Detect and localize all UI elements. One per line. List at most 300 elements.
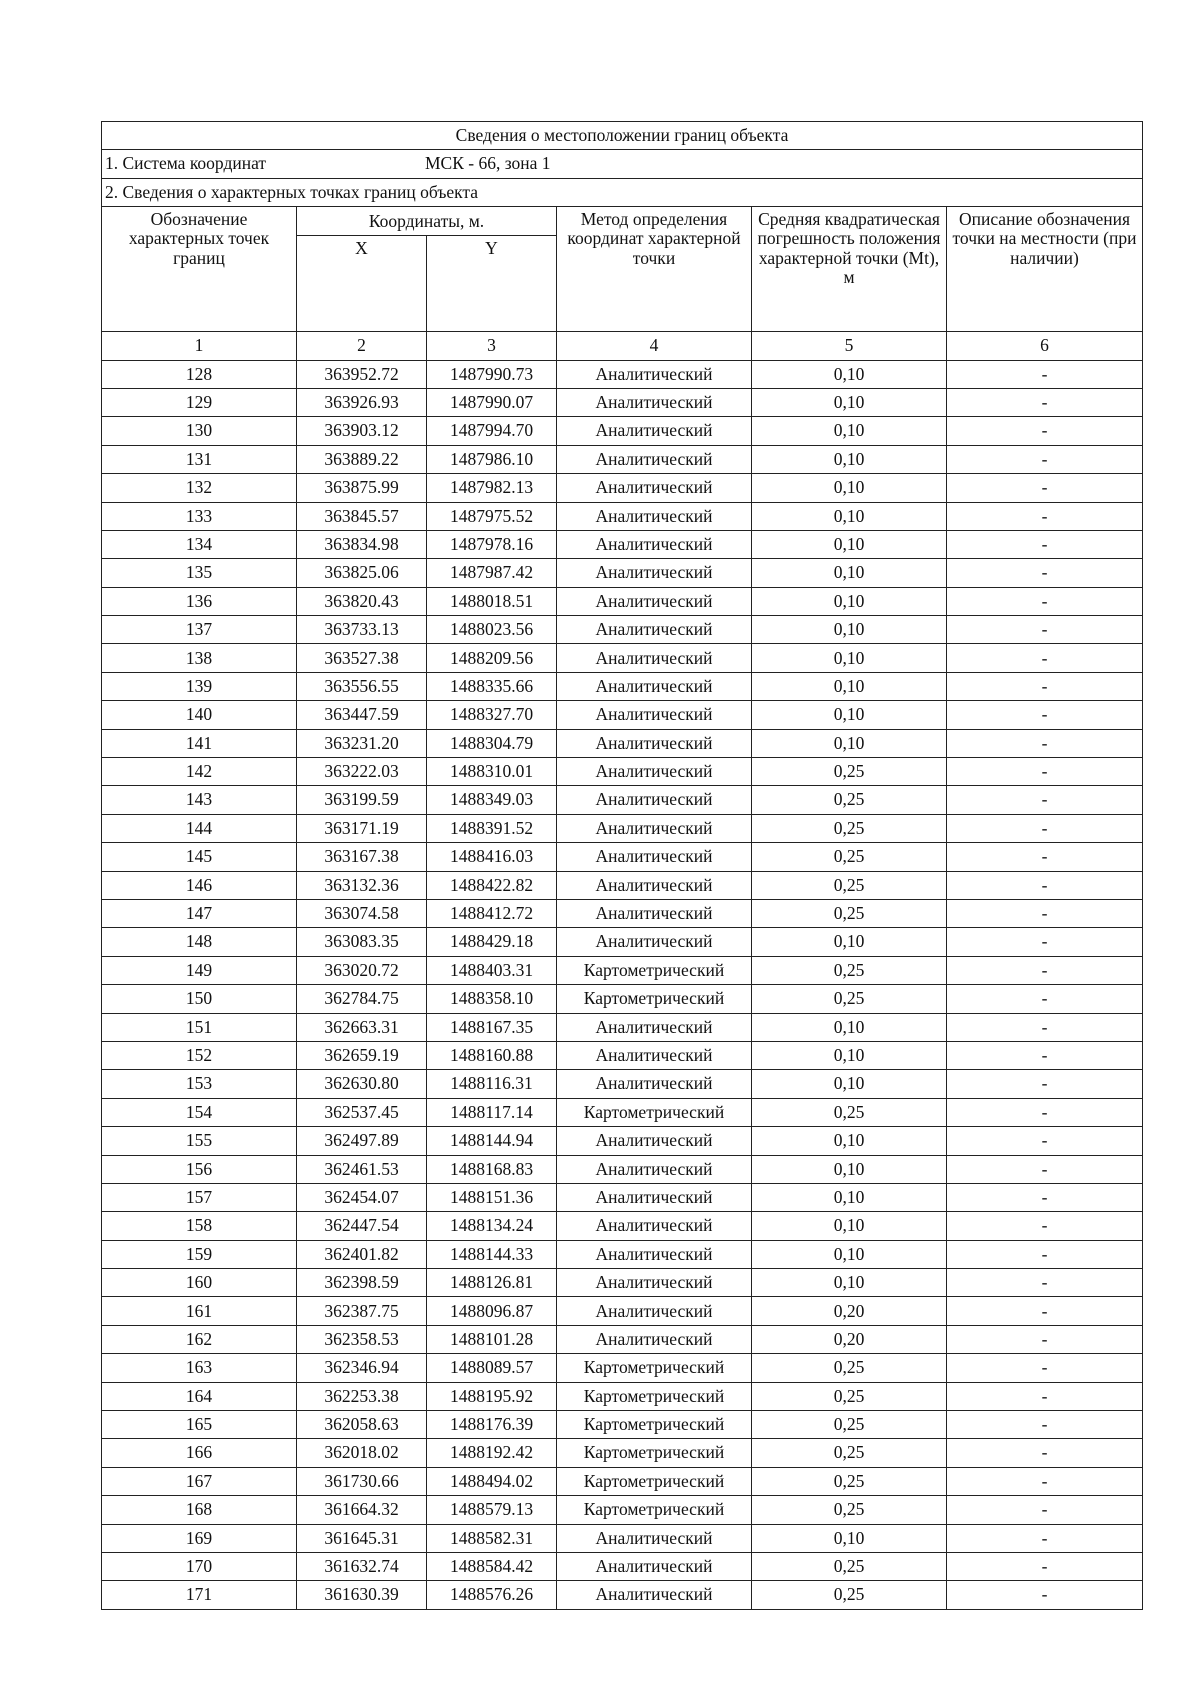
coord-x: 363167.38 bbox=[297, 843, 427, 871]
table-row bbox=[102, 1269, 1143, 1297]
table-row bbox=[102, 1183, 1143, 1211]
coord-x: 361645.31 bbox=[297, 1524, 427, 1552]
method: Аналитический bbox=[557, 758, 752, 786]
coord-y: 1488167.35 bbox=[427, 1013, 557, 1041]
point-number: 129 bbox=[102, 388, 297, 416]
description: - bbox=[947, 445, 1143, 473]
coord-x: 362358.53 bbox=[297, 1325, 427, 1353]
coord-x: 363952.72 bbox=[297, 360, 427, 388]
description: - bbox=[947, 1127, 1143, 1155]
description: - bbox=[947, 644, 1143, 672]
method: Аналитический bbox=[557, 729, 752, 757]
method: Аналитический bbox=[557, 1297, 752, 1325]
point-number: 168 bbox=[102, 1496, 297, 1524]
boundary-points-table bbox=[101, 121, 1143, 1610]
point-number: 170 bbox=[102, 1552, 297, 1580]
description: - bbox=[947, 616, 1143, 644]
coord-y: 1488018.51 bbox=[427, 587, 557, 615]
point-number: 150 bbox=[102, 985, 297, 1013]
table-row bbox=[102, 729, 1143, 757]
accuracy: 0,10 bbox=[752, 928, 947, 956]
description: - bbox=[947, 1269, 1143, 1297]
coord-x: 362663.31 bbox=[297, 1013, 427, 1041]
method: Аналитический bbox=[557, 1269, 752, 1297]
accuracy: 0,10 bbox=[752, 1013, 947, 1041]
table-row bbox=[102, 360, 1143, 388]
table-row bbox=[102, 843, 1143, 871]
description: - bbox=[947, 899, 1143, 927]
description: - bbox=[947, 1581, 1143, 1609]
coord-x: 363820.43 bbox=[297, 587, 427, 615]
table-row bbox=[102, 1041, 1143, 1069]
coord-y: 1488176.39 bbox=[427, 1411, 557, 1439]
coord-y: 1488168.83 bbox=[427, 1155, 557, 1183]
point-number: 153 bbox=[102, 1070, 297, 1098]
coord-x: 362497.89 bbox=[297, 1127, 427, 1155]
header-row-1 bbox=[102, 207, 1143, 236]
point-number: 161 bbox=[102, 1297, 297, 1325]
coord-x: 363171.19 bbox=[297, 814, 427, 842]
coord-y: 1488192.42 bbox=[427, 1439, 557, 1467]
table-row bbox=[102, 1467, 1143, 1495]
accuracy: 0,25 bbox=[752, 1354, 947, 1382]
coord-y: 1488422.82 bbox=[427, 871, 557, 899]
coord-y: 1488416.03 bbox=[427, 843, 557, 871]
coord-y: 1487990.73 bbox=[427, 360, 557, 388]
description: - bbox=[947, 559, 1143, 587]
accuracy: 0,10 bbox=[752, 502, 947, 530]
table-row bbox=[102, 1297, 1143, 1325]
method: Картометрический bbox=[557, 956, 752, 984]
description: - bbox=[947, 587, 1143, 615]
method: Аналитический bbox=[557, 814, 752, 842]
accuracy: 0,25 bbox=[752, 758, 947, 786]
point-number: 138 bbox=[102, 644, 297, 672]
coord-x: 363845.57 bbox=[297, 502, 427, 530]
description: - bbox=[947, 474, 1143, 502]
accuracy: 0,10 bbox=[752, 1183, 947, 1211]
accuracy: 0,10 bbox=[752, 1269, 947, 1297]
coord-x: 362659.19 bbox=[297, 1041, 427, 1069]
accuracy: 0,25 bbox=[752, 1098, 947, 1126]
accuracy: 0,10 bbox=[752, 559, 947, 587]
accuracy: 0,10 bbox=[752, 672, 947, 700]
table-row bbox=[102, 1496, 1143, 1524]
point-number: 148 bbox=[102, 928, 297, 956]
accuracy: 0,10 bbox=[752, 587, 947, 615]
coord-x: 363926.93 bbox=[297, 388, 427, 416]
description: - bbox=[947, 1411, 1143, 1439]
accuracy: 0,25 bbox=[752, 1496, 947, 1524]
accuracy: 0,10 bbox=[752, 729, 947, 757]
point-number: 149 bbox=[102, 956, 297, 984]
accuracy: 0,10 bbox=[752, 644, 947, 672]
method: Аналитический bbox=[557, 1240, 752, 1268]
method: Аналитический bbox=[557, 1552, 752, 1580]
coord-y: 1488310.01 bbox=[427, 758, 557, 786]
coord-x: 362346.94 bbox=[297, 1354, 427, 1382]
method: Аналитический bbox=[557, 388, 752, 416]
description: - bbox=[947, 1467, 1143, 1495]
coord-x: 362537.45 bbox=[297, 1098, 427, 1126]
table-row bbox=[102, 956, 1143, 984]
coord-x: 363834.98 bbox=[297, 530, 427, 558]
description: - bbox=[947, 1439, 1143, 1467]
description: - bbox=[947, 672, 1143, 700]
coord-x: 363199.59 bbox=[297, 786, 427, 814]
table-row bbox=[102, 1354, 1143, 1382]
accuracy: 0,10 bbox=[752, 474, 947, 502]
coord-x: 361664.32 bbox=[297, 1496, 427, 1524]
coord-x: 363231.20 bbox=[297, 729, 427, 757]
coord-x: 363875.99 bbox=[297, 474, 427, 502]
coord-system-row bbox=[102, 150, 1143, 178]
accuracy: 0,10 bbox=[752, 1070, 947, 1098]
table-row bbox=[102, 899, 1143, 927]
table-row bbox=[102, 559, 1143, 587]
accuracy: 0,10 bbox=[752, 616, 947, 644]
table-row bbox=[102, 616, 1143, 644]
description: - bbox=[947, 814, 1143, 842]
point-number: 139 bbox=[102, 672, 297, 700]
accuracy: 0,10 bbox=[752, 1127, 947, 1155]
coord-y: 1488304.79 bbox=[427, 729, 557, 757]
table-row bbox=[102, 388, 1143, 416]
table-row bbox=[102, 1524, 1143, 1552]
method: Аналитический bbox=[557, 616, 752, 644]
description: - bbox=[947, 1098, 1143, 1126]
header-designation: Обозначение характерных точек границ bbox=[102, 207, 297, 332]
point-number: 157 bbox=[102, 1183, 297, 1211]
description: - bbox=[947, 530, 1143, 558]
coord-x: 362387.75 bbox=[297, 1297, 427, 1325]
table-row bbox=[102, 1581, 1143, 1609]
coord-x: 362630.80 bbox=[297, 1070, 427, 1098]
description: - bbox=[947, 1325, 1143, 1353]
accuracy: 0,20 bbox=[752, 1325, 947, 1353]
coord-y: 1488403.31 bbox=[427, 956, 557, 984]
accuracy: 0,25 bbox=[752, 1467, 947, 1495]
section2-title: 2. Сведения о характерных точках границ объекта bbox=[102, 178, 1143, 206]
coord-x: 362253.38 bbox=[297, 1382, 427, 1410]
point-number: 134 bbox=[102, 530, 297, 558]
coord-x: 363083.35 bbox=[297, 928, 427, 956]
method: Картометрический bbox=[557, 1467, 752, 1495]
header-x: X bbox=[297, 236, 427, 332]
coord-y: 1488151.36 bbox=[427, 1183, 557, 1211]
coord-y: 1488579.13 bbox=[427, 1496, 557, 1524]
point-number: 152 bbox=[102, 1041, 297, 1069]
accuracy: 0,10 bbox=[752, 388, 947, 416]
method: Аналитический bbox=[557, 1524, 752, 1552]
method: Аналитический bbox=[557, 474, 752, 502]
header-accuracy: Средняя квадратическая погрешность положения характерной точки (Mt), м bbox=[752, 207, 947, 332]
point-number: 167 bbox=[102, 1467, 297, 1495]
description: - bbox=[947, 786, 1143, 814]
description: - bbox=[947, 502, 1143, 530]
table-row bbox=[102, 1382, 1143, 1410]
table-row bbox=[102, 672, 1143, 700]
point-number: 142 bbox=[102, 758, 297, 786]
coord-y: 1488576.26 bbox=[427, 1581, 557, 1609]
coord-x: 362401.82 bbox=[297, 1240, 427, 1268]
table-row bbox=[102, 871, 1143, 899]
coord-y: 1488160.88 bbox=[427, 1041, 557, 1069]
table-row bbox=[102, 1411, 1143, 1439]
coord-x: 363889.22 bbox=[297, 445, 427, 473]
method: Аналитический bbox=[557, 899, 752, 927]
point-number: 130 bbox=[102, 417, 297, 445]
method: Аналитический bbox=[557, 1581, 752, 1609]
accuracy: 0,25 bbox=[752, 843, 947, 871]
coord-y: 1488391.52 bbox=[427, 814, 557, 842]
coord-y: 1487978.16 bbox=[427, 530, 557, 558]
coord-x: 362447.54 bbox=[297, 1212, 427, 1240]
accuracy: 0,25 bbox=[752, 871, 947, 899]
point-number: 162 bbox=[102, 1325, 297, 1353]
point-number: 160 bbox=[102, 1269, 297, 1297]
table-row bbox=[102, 587, 1143, 615]
description: - bbox=[947, 758, 1143, 786]
coord-x: 363447.59 bbox=[297, 701, 427, 729]
point-number: 136 bbox=[102, 587, 297, 615]
coord-y: 1488089.57 bbox=[427, 1354, 557, 1382]
method: Аналитический bbox=[557, 530, 752, 558]
table-row bbox=[102, 1127, 1143, 1155]
accuracy: 0,20 bbox=[752, 1297, 947, 1325]
coord-x: 361630.39 bbox=[297, 1581, 427, 1609]
description: - bbox=[947, 843, 1143, 871]
point-number: 135 bbox=[102, 559, 297, 587]
coord-y: 1487986.10 bbox=[427, 445, 557, 473]
coord-system-label: 1. Система координат bbox=[105, 153, 267, 174]
column-number: 1 bbox=[102, 332, 297, 360]
method: Аналитический bbox=[557, 587, 752, 615]
coord-y: 1487987.42 bbox=[427, 559, 557, 587]
coord-y: 1488582.31 bbox=[427, 1524, 557, 1552]
table-row bbox=[102, 928, 1143, 956]
table-row bbox=[102, 474, 1143, 502]
table-row bbox=[102, 758, 1143, 786]
coord-x: 363074.58 bbox=[297, 899, 427, 927]
point-number: 155 bbox=[102, 1127, 297, 1155]
point-number: 143 bbox=[102, 786, 297, 814]
method: Аналитический bbox=[557, 644, 752, 672]
coord-x: 362398.59 bbox=[297, 1269, 427, 1297]
table-row bbox=[102, 985, 1143, 1013]
method: Картометрический bbox=[557, 1354, 752, 1382]
coord-x: 363903.12 bbox=[297, 417, 427, 445]
section2-row bbox=[102, 178, 1143, 206]
accuracy: 0,25 bbox=[752, 956, 947, 984]
table-row bbox=[102, 1098, 1143, 1126]
coord-y: 1488584.42 bbox=[427, 1552, 557, 1580]
method: Аналитический bbox=[557, 1070, 752, 1098]
coord-system-cell bbox=[102, 150, 1143, 178]
point-number: 144 bbox=[102, 814, 297, 842]
table-row bbox=[102, 502, 1143, 530]
coord-y: 1488134.24 bbox=[427, 1212, 557, 1240]
coord-x: 361730.66 bbox=[297, 1467, 427, 1495]
method: Картометрический bbox=[557, 1411, 752, 1439]
description: - bbox=[947, 871, 1143, 899]
method: Аналитический bbox=[557, 417, 752, 445]
table-row bbox=[102, 644, 1143, 672]
method: Аналитический bbox=[557, 1013, 752, 1041]
description: - bbox=[947, 1183, 1143, 1211]
column-number: 5 bbox=[752, 332, 947, 360]
header-coordinates: Координаты, м. bbox=[297, 207, 557, 236]
coord-y: 1487982.13 bbox=[427, 474, 557, 502]
coord-x: 362058.63 bbox=[297, 1411, 427, 1439]
table-row bbox=[102, 417, 1143, 445]
description: - bbox=[947, 928, 1143, 956]
coord-x: 363222.03 bbox=[297, 758, 427, 786]
coord-x: 363556.55 bbox=[297, 672, 427, 700]
point-number: 132 bbox=[102, 474, 297, 502]
column-number: 4 bbox=[557, 332, 752, 360]
coord-y: 1488358.10 bbox=[427, 985, 557, 1013]
coord-x: 362454.07 bbox=[297, 1183, 427, 1211]
coord-y: 1488209.56 bbox=[427, 644, 557, 672]
coord-y: 1488126.81 bbox=[427, 1269, 557, 1297]
accuracy: 0,25 bbox=[752, 899, 947, 927]
accuracy: 0,10 bbox=[752, 445, 947, 473]
description: - bbox=[947, 1382, 1143, 1410]
point-number: 171 bbox=[102, 1581, 297, 1609]
point-number: 169 bbox=[102, 1524, 297, 1552]
accuracy: 0,25 bbox=[752, 1411, 947, 1439]
coord-system-value: МСК - 66, зона 1 bbox=[425, 153, 551, 174]
method: Аналитический bbox=[557, 1155, 752, 1183]
point-number: 158 bbox=[102, 1212, 297, 1240]
table-row bbox=[102, 1439, 1143, 1467]
description: - bbox=[947, 1041, 1143, 1069]
method: Аналитический bbox=[557, 843, 752, 871]
point-number: 133 bbox=[102, 502, 297, 530]
column-number: 2 bbox=[297, 332, 427, 360]
coord-x: 361632.74 bbox=[297, 1552, 427, 1580]
coord-y: 1488195.92 bbox=[427, 1382, 557, 1410]
coord-y: 1488117.14 bbox=[427, 1098, 557, 1126]
coord-x: 362784.75 bbox=[297, 985, 427, 1013]
description: - bbox=[947, 1013, 1143, 1041]
description: - bbox=[947, 1155, 1143, 1183]
coord-y: 1488429.18 bbox=[427, 928, 557, 956]
method: Аналитический bbox=[557, 445, 752, 473]
method: Аналитический bbox=[557, 1127, 752, 1155]
point-number: 141 bbox=[102, 729, 297, 757]
point-number: 137 bbox=[102, 616, 297, 644]
description: - bbox=[947, 1212, 1143, 1240]
coord-y: 1488335.66 bbox=[427, 672, 557, 700]
coord-x: 363020.72 bbox=[297, 956, 427, 984]
point-number: 164 bbox=[102, 1382, 297, 1410]
point-number: 165 bbox=[102, 1411, 297, 1439]
coord-y: 1488101.28 bbox=[427, 1325, 557, 1353]
method: Аналитический bbox=[557, 1212, 752, 1240]
coord-x: 362461.53 bbox=[297, 1155, 427, 1183]
method: Картометрический bbox=[557, 1439, 752, 1467]
method: Аналитический bbox=[557, 701, 752, 729]
method: Аналитический bbox=[557, 871, 752, 899]
coord-y: 1488349.03 bbox=[427, 786, 557, 814]
table-row bbox=[102, 445, 1143, 473]
point-number: 163 bbox=[102, 1354, 297, 1382]
method: Картометрический bbox=[557, 1496, 752, 1524]
description: - bbox=[947, 985, 1143, 1013]
method: Картометрический bbox=[557, 1382, 752, 1410]
point-number: 147 bbox=[102, 899, 297, 927]
coord-y: 1488327.70 bbox=[427, 701, 557, 729]
description: - bbox=[947, 701, 1143, 729]
coord-x: 363527.38 bbox=[297, 644, 427, 672]
accuracy: 0,25 bbox=[752, 786, 947, 814]
point-number: 140 bbox=[102, 701, 297, 729]
table-row bbox=[102, 1325, 1143, 1353]
accuracy: 0,10 bbox=[752, 701, 947, 729]
table-row bbox=[102, 1240, 1143, 1268]
point-number: 146 bbox=[102, 871, 297, 899]
description: - bbox=[947, 388, 1143, 416]
accuracy: 0,25 bbox=[752, 1581, 947, 1609]
description: - bbox=[947, 1297, 1143, 1325]
table-row bbox=[102, 786, 1143, 814]
accuracy: 0,25 bbox=[752, 1552, 947, 1580]
description: - bbox=[947, 1524, 1143, 1552]
point-number: 145 bbox=[102, 843, 297, 871]
table-row bbox=[102, 530, 1143, 558]
description: - bbox=[947, 1070, 1143, 1098]
coord-x: 363132.36 bbox=[297, 871, 427, 899]
accuracy: 0,10 bbox=[752, 1212, 947, 1240]
point-number: 156 bbox=[102, 1155, 297, 1183]
title-row bbox=[102, 122, 1143, 150]
point-number: 154 bbox=[102, 1098, 297, 1126]
coord-y: 1488412.72 bbox=[427, 899, 557, 927]
method: Аналитический bbox=[557, 1183, 752, 1211]
coord-y: 1487975.52 bbox=[427, 502, 557, 530]
method: Аналитический bbox=[557, 502, 752, 530]
method: Аналитический bbox=[557, 1325, 752, 1353]
column-numbers-row bbox=[102, 332, 1143, 360]
method: Аналитический bbox=[557, 928, 752, 956]
coord-x: 362018.02 bbox=[297, 1439, 427, 1467]
method: Аналитический bbox=[557, 672, 752, 700]
header-method: Метод определения координат характерной точки bbox=[557, 207, 752, 332]
accuracy: 0,10 bbox=[752, 530, 947, 558]
coord-y: 1488144.33 bbox=[427, 1240, 557, 1268]
coord-y: 1488023.56 bbox=[427, 616, 557, 644]
coord-x: 363825.06 bbox=[297, 559, 427, 587]
point-number: 128 bbox=[102, 360, 297, 388]
method: Аналитический bbox=[557, 786, 752, 814]
header-y: Y bbox=[427, 236, 557, 332]
coord-y: 1488096.87 bbox=[427, 1297, 557, 1325]
column-number: 6 bbox=[947, 332, 1143, 360]
description: - bbox=[947, 360, 1143, 388]
coord-y: 1487990.07 bbox=[427, 388, 557, 416]
description: - bbox=[947, 1354, 1143, 1382]
coord-y: 1488144.94 bbox=[427, 1127, 557, 1155]
point-number: 159 bbox=[102, 1240, 297, 1268]
description: - bbox=[947, 417, 1143, 445]
accuracy: 0,10 bbox=[752, 1041, 947, 1069]
point-number: 166 bbox=[102, 1439, 297, 1467]
header-description: Описание обозначения точки на местности (при наличии) bbox=[947, 207, 1143, 332]
coord-y: 1488494.02 bbox=[427, 1467, 557, 1495]
table-row bbox=[102, 1155, 1143, 1183]
